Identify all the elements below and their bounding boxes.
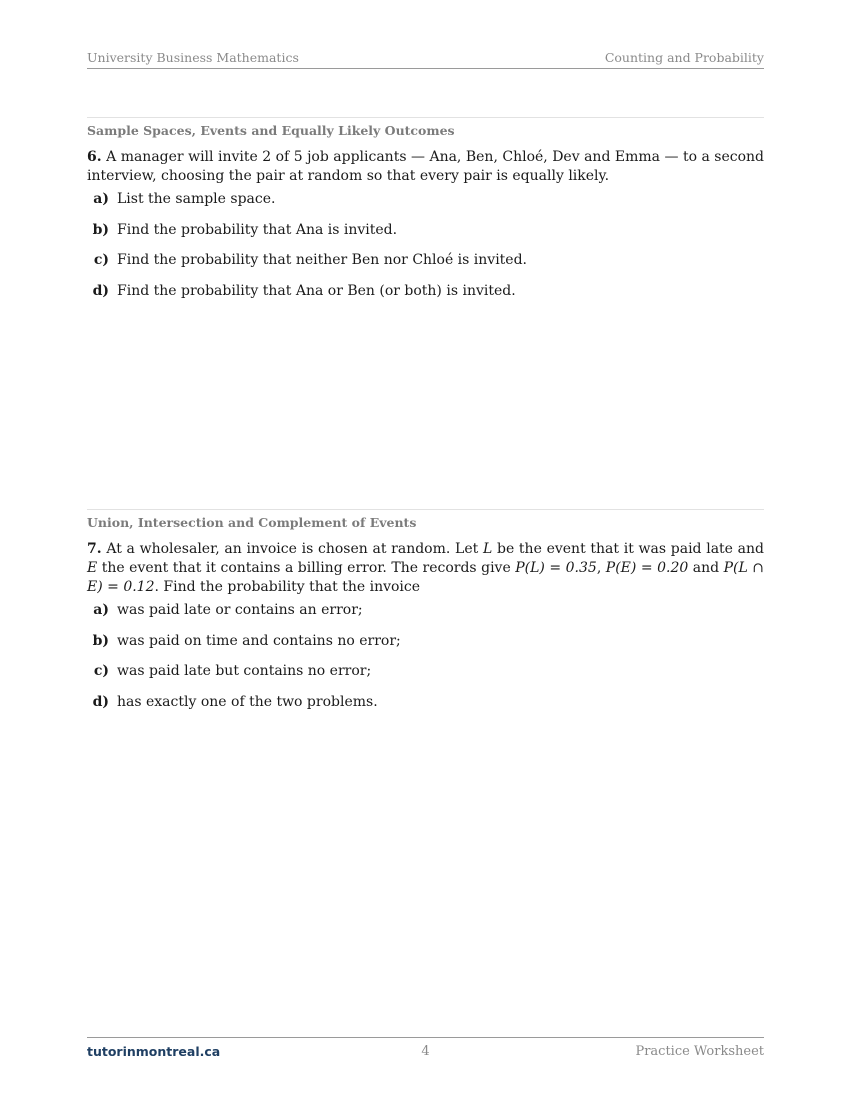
list-item [87, 221, 764, 240]
part-text: was paid late but contains no error; [117, 663, 372, 679]
section-title: Sample Spaces, Events and Equally Likely Outcomes [87, 123, 455, 138]
variable-e: E [87, 560, 98, 576]
problem-text: and [688, 560, 724, 576]
page-number: 4 [421, 1044, 430, 1059]
section-divider [87, 509, 764, 510]
problem-7-parts [87, 601, 764, 712]
list-item [87, 190, 764, 209]
part-label: b) [92, 221, 109, 238]
probability-l-and-e: P(L ∩ E) = 0.12 [87, 560, 765, 595]
part-label: b) [92, 632, 109, 649]
section-sample-spaces [87, 117, 764, 312]
part-text: has exactly one of the two problems. [117, 693, 378, 710]
part-label: a) [93, 191, 109, 207]
problem-text: A manager will invite 2 of 5 job applicants — Ana, Ben, Chloé, Dev and Emma — to a second interview, choosing the pair at random so that every pair is equally likely. [87, 149, 765, 184]
problem-text: be the event that it was paid late and [492, 541, 765, 557]
part-text: Find the probability that neither Ben nor Chloé is invited. [117, 252, 527, 268]
probability-l: P(L) = 0.35 [515, 560, 597, 576]
problem-text: . Find the probability that the invoice [154, 579, 421, 595]
running-footer [87, 1037, 764, 1059]
problem-7-statement [87, 540, 764, 597]
footer-site-link[interactable]: tutorinmontreal.ca [87, 1044, 221, 1059]
part-text: was paid late or contains an error; [117, 602, 363, 618]
part-label: c) [93, 663, 109, 679]
section-union-intersection [87, 509, 764, 723]
part-label: c) [93, 252, 109, 268]
problem-text: the event that it contains a billing error. The records give [97, 560, 516, 576]
part-label: d) [92, 693, 109, 710]
list-item [87, 251, 764, 270]
part-text: Find the probability that Ana or Ben (or both) is invited. [117, 282, 516, 299]
part-label: d) [92, 282, 109, 299]
section-divider [87, 117, 764, 118]
variable-l: L [482, 541, 493, 557]
part-text: List the sample space. [117, 191, 276, 207]
probability-e: P(E) = 0.20 [605, 560, 689, 576]
part-text: Find the probability that Ana is invited. [117, 221, 398, 238]
problem-text: , [596, 560, 606, 576]
header-course-title: University Business Mathematics [87, 50, 299, 65]
footer-worksheet-label: Practice Worksheet [635, 1044, 764, 1059]
list-item [87, 632, 764, 651]
problem-6-parts [87, 190, 764, 301]
part-text: was paid on time and contains no error; [117, 632, 401, 649]
problem-text: At a wholesaler, an invoice is chosen at random. Let [106, 541, 483, 557]
part-label: a) [93, 602, 109, 618]
section-title: Union, Intersection and Complement of Events [87, 515, 417, 530]
list-item [87, 282, 764, 301]
header-chapter-title: Counting and Probability [604, 50, 764, 65]
running-header [87, 50, 764, 69]
list-item [87, 693, 764, 712]
list-item [87, 601, 764, 620]
list-item [87, 662, 764, 681]
problem-number: 7. [87, 541, 102, 557]
problem-6-statement [87, 148, 764, 186]
problem-number: 6. [87, 149, 102, 165]
